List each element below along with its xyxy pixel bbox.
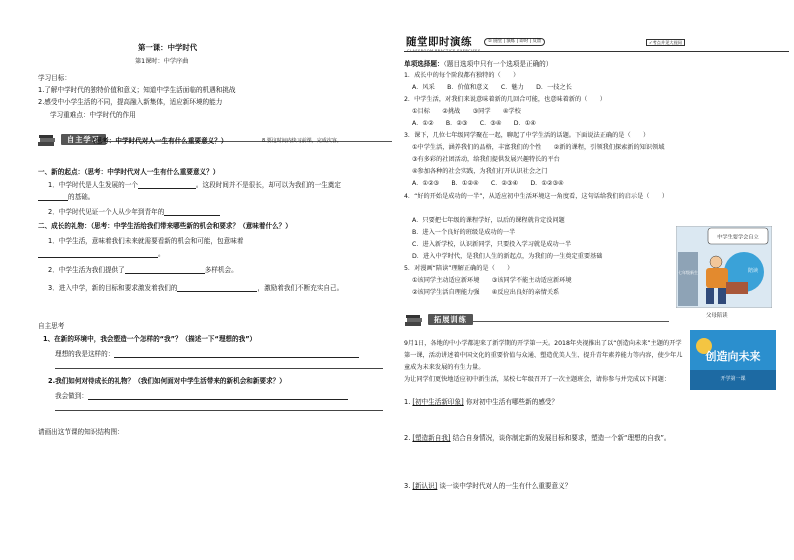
mc-3: 3．课下，几位七年级同学聚在一起，聊起了中学生活的话题。下面说法正确的是（ ） <box>404 132 650 139</box>
ext-question-2: 2. [塑造新自我] 结合自身情况，谈你制定新的发展目标和要求，塑造一个新“理想的自我”。 <box>404 434 671 442</box>
cartoon-caption: 父母陪读 <box>706 313 728 319</box>
books-icon <box>404 314 426 328</box>
mc-1-options: A．风采 B．价值和意义 C．魅力 D．一技之长 <box>412 84 572 91</box>
mc-3-item: ①中学生活，涵养我们的品格，丰富我们的个性 ②新的课程，引领我们探索新的知识领域 <box>412 144 665 151</box>
ext-question-3: 3. [新认识] 谈一谈中学时代对人的一生有什么重要意义？ <box>404 482 572 490</box>
self-study-hint: 8.要这时间内快习前课，完成次容。 <box>262 138 342 144</box>
section-2-heading: 二、成长的礼物：（思考：中学生活给我们带来哪些新的机会和要求？（意味着什么？） <box>38 222 292 230</box>
mc-4-d: D．进入中学时代，是我们人生的新起点，为我们的一生奠定重要基础 <box>412 253 603 260</box>
extension-banner <box>404 314 669 328</box>
extension-instructions: 为让同学们更快地适应初中新生活，某校七年级召开了一次主题班会，请你参与并完成以下问题： <box>404 376 671 383</box>
lesson-subtitle: 第1课时：中学序曲 <box>135 58 189 65</box>
cartoon-label: 陪读 <box>748 268 759 274</box>
poster-subtitle: 开学第一课 <box>720 376 746 382</box>
mc-4-a: A．只要把七年级的课程学好，以后的课程就肯定没问题 <box>412 217 565 224</box>
self-study-question: （思考：中学时代对人一生有什么重要意义？） <box>89 137 228 145</box>
ext-question-1: 1. [初中生活新印象] 你对初中生活有哪些新的感受？ <box>404 398 559 406</box>
think-title: 自主思考 <box>38 322 65 330</box>
goal-2: 2.感受中小学生活的不同，提高融入新集体，适应新环境的能力 <box>38 98 223 106</box>
q1-2-line: 2．中学时代见证一个人从少年到青年的 <box>48 208 220 216</box>
mc-3-item: ④参加各种的社会实践，为我们打开认识社会之门 <box>412 168 548 175</box>
mc-4-c: C．进入新学校，认识新同学，只要投入学习就是成功一半 <box>412 241 572 248</box>
mc-5-items: ②该同学生活自理能力强 ④反应出良好的亲情关系 <box>412 289 560 296</box>
mc-5: 5．对漫画“陪读”理解正确的是（ ） <box>404 265 514 272</box>
practice-subtitle: CLASSROOM PRACTICE EXERCISES <box>407 49 481 53</box>
mc-2-items: ①目标 ②挑战 ③同学 ④学校 <box>412 108 521 115</box>
mc-3-item: ③有多彩的社团活动，给我们提供发展兴趣特长的平台 <box>412 156 560 163</box>
poster-title: 创造向未来 <box>705 350 761 363</box>
think-2: 2.我们如何对待成长的礼物？（我们如何面对中学生活带来的新机会和新要求？） <box>48 377 286 385</box>
think-2-answer: 我会做到： <box>55 392 348 400</box>
knowledge-map-prompt: 请画出这节课的知识结构图： <box>38 428 124 436</box>
section-1-heading: 一、新的起点：（思考：中学时代对人一生有什么重要意义？） <box>38 168 220 176</box>
cartoon-door-text: 七年级新生 <box>678 270 698 275</box>
practice-title: 随堂即时演练 <box>406 36 472 48</box>
extension-paragraph: 9月1日，各地的中小学都迎来了新学期的开学第一天。2018年央视推出了以“创造向未来”主题的开学第一课，活动讲述着中国文化的重要价值与众通、塑造优美人生、提升青年素养能力等内容，使少年儿童成为未来发展的有生力量。 <box>404 340 683 371</box>
cartoon-sign-text: 中学生要学会自立 <box>717 234 759 241</box>
mc-2-answers: A．①② B．②③ C．③④ D．①④ <box>412 120 536 127</box>
answer-line <box>55 368 383 369</box>
books-icon <box>37 134 59 148</box>
q2-1-line: 1．中学生活，意味着我们未来就需要看新的机会和可能，包意味着 <box>48 237 244 245</box>
q2-2-line: 2．中学生活为我们提供了 多样机会。 <box>48 266 238 274</box>
key-points: 学习重难点：中学时代的作用 <box>50 111 136 119</box>
q1-1-line2: 的基础。 <box>38 193 94 201</box>
mc-title-line: 单项选择题：（题目选项中只有一个选项是正确的） <box>404 60 553 68</box>
mc-3-answers: A．①②③ B．①②④ C．②③④ D．①②③④ <box>412 180 564 187</box>
q1-1-line: 1．中学时代是人生发展的一个 。这段时间并不是很长，却可以为我们的一生奠定 <box>48 181 341 189</box>
mc-2: 2．中学生活，对我们来说意味着新的几回合可能，也意味着新的（ ） <box>404 96 606 103</box>
self-study-label: 自主学习 <box>61 134 106 145</box>
answer-line <box>55 410 383 411</box>
header-rule <box>404 51 789 52</box>
header-tags: ② 随堂 | 演练 | 即时 | 反馈 <box>484 38 545 46</box>
mc-5-items: ①该同学主动适应新环境 ③该同学不能主动适应新环境 <box>412 277 572 284</box>
poster-image <box>690 330 776 390</box>
q2-3-line: 3．进入中学，新的目标和要求激发着我们的 ，激励着我们不断充实自己。 <box>48 284 344 292</box>
goal-1: 1.了解中学时代的独特价值和意义；知道中学生活面临的机遇和挑战 <box>38 86 236 94</box>
think-1: 1、在新的环境中，我会塑造一个怎样的“我”？（描述一下“理想的我”） <box>43 335 257 343</box>
mc-4-b: B．进入一个良好的班级是成功的一半 <box>412 229 516 236</box>
goals-title: 学习目标： <box>38 74 71 82</box>
cartoon-image <box>676 226 772 308</box>
header-box: ✓考点并见大视同 <box>646 39 685 46</box>
lesson-title: 第一课：中学时代 <box>138 43 198 52</box>
mc-4: 4．“好的开始是成功的一半”，从适应初中生活环境这一角度看，这句话给我们的启示是（ ） <box>404 193 669 200</box>
q2-1-line2: 。 <box>38 250 165 258</box>
think-1-answer: 理想的我是这样的： <box>55 350 359 358</box>
extension-label: 拓展训练 <box>428 314 473 325</box>
mc-1: 1．成长中的每个阶段都有独特的（ ） <box>404 72 520 79</box>
